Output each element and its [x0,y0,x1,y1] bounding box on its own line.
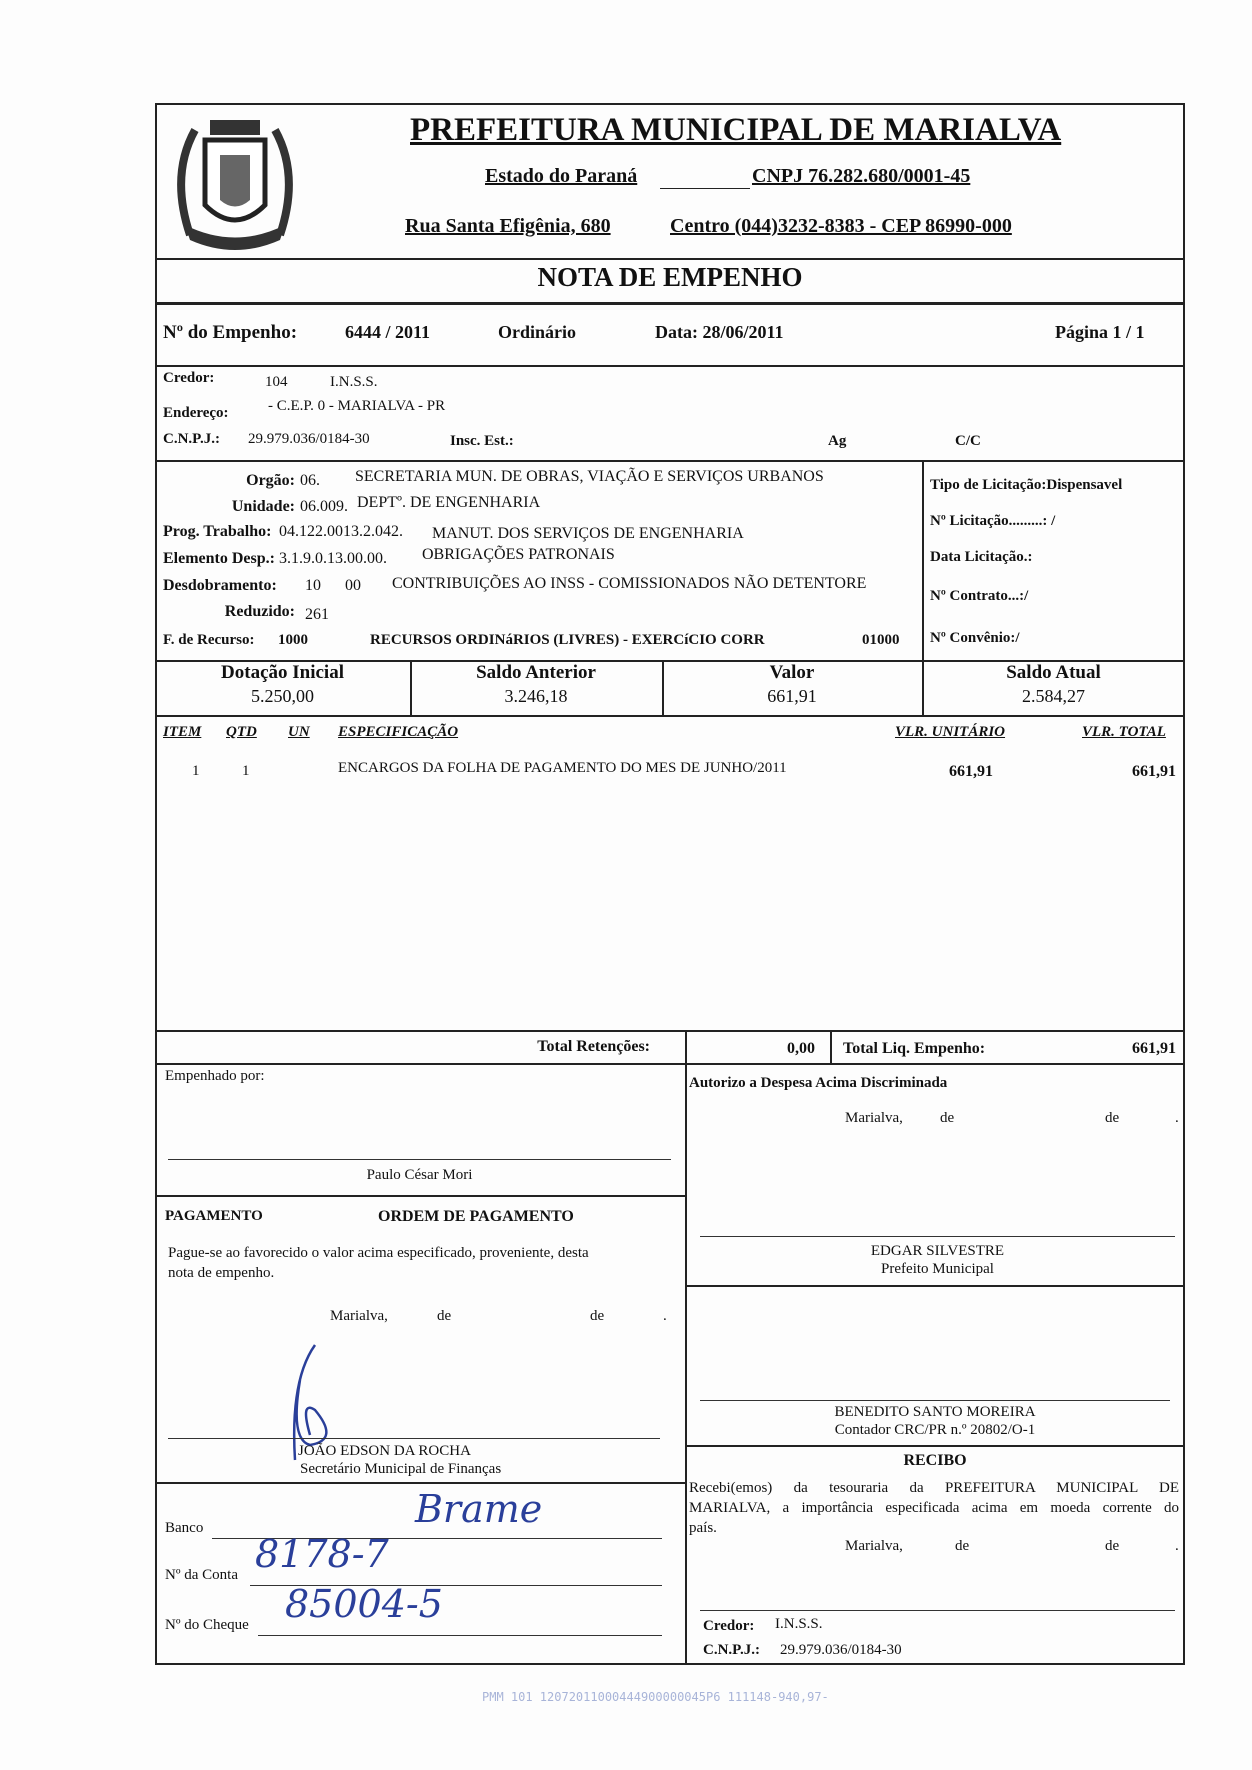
cnpj-value: 29.979.036/0184-30 [248,431,370,447]
unidade-value: DEPTº. DE ENGENHARIA [357,494,541,511]
secretario-title: Secretário Municipal de Finanças [300,1461,502,1477]
desd-code2: 00 [345,577,361,594]
banco-label: Banco [165,1520,204,1536]
prog-label: Prog. Trabalho: [163,523,272,540]
pagamento-dot: . [663,1308,667,1324]
recurso-code: 1000 [278,632,308,648]
desd-code1: 10 [305,577,321,594]
saldo-anterior-label: Saldo Anterior [476,662,596,683]
saldo-atual-value: 2.584,27 [1022,686,1085,706]
recibo-text3: país. [689,1520,717,1536]
row-qtd: 1 [242,763,250,779]
valor-value: 661,91 [767,686,817,706]
pagamento-text2: nota de empenho. [168,1265,275,1281]
cheque-label: Nº do Cheque [165,1617,249,1633]
recibo-title: RECIBO [903,1452,967,1469]
endereco-label: Endereço: [163,405,229,421]
autorizo-place: Marialva, [845,1110,903,1126]
row-total-value: 661,91 [1132,763,1176,780]
total-retencoes-label: Total Retenções: [537,1038,650,1055]
recurso-label: F. de Recurso: [163,632,255,648]
reduzido-value: 261 [305,606,329,623]
pagamento-label: PAGAMENTO [165,1208,263,1224]
recibo-text: Recebi(emos) da tesouraria da PREFEITURA MUNICIPAL DE [689,1480,1179,1496]
orgao-value: SECRETARIA MUN. DE OBRAS, VIAÇÃO E SERVIÇOS URBANOS [355,468,824,485]
row-unit-value: 661,91 [949,763,993,780]
pagamento-text: Pague-se ao favorecido o valor acima especificado, proveniente, desta [168,1245,589,1261]
total-liq-value: 661,91 [1132,1040,1176,1057]
empenho-number: 6444 / 2011 [345,322,431,342]
recibo-de1: de [955,1538,970,1554]
row-spec: ENCARGOS DA FOLHA DE PAGAMENTO DO MES DE JUNHO/2011 [338,760,787,776]
contador-name: BENEDITO SANTO MOREIRA [834,1404,1036,1420]
valor-label: Valor [769,662,815,683]
numero-licitacao: Nº Licitação.........: / [930,513,1056,529]
saldo-atual-label: Saldo Atual [1006,662,1101,683]
desd-label: Desdobramento: [163,577,277,594]
ordem-pagamento-label: ORDEM DE PAGAMENTO [378,1208,574,1225]
orgao-label: Orgão: [246,472,295,489]
pagamento-place: Marialva, [330,1308,388,1324]
recibo-de2: de [1105,1538,1120,1554]
orgao-code: 06. [300,472,320,489]
col-vlr-unitario: VLR. UNITÁRIO [895,724,1006,740]
tipo-licitacao: Tipo de Licitação:Dispensavel [930,477,1123,493]
row-item: 1 [192,763,200,779]
col-especificacao: ESPECIFICAÇÃO [338,724,459,740]
cc-label: C/C [955,433,981,449]
header-address: Rua Santa Efigênia, 680 [405,215,611,237]
prog-value: MANUT. DOS SERVIÇOS DE ENGENHARIA [432,525,744,542]
secretario-name: JOÃO EDSON DA ROCHA [298,1443,471,1459]
pagamento-de1: de [437,1308,452,1324]
dotacao-inicial-value: 5.250,00 [251,686,314,706]
unidade-label: Unidade: [231,498,295,515]
elem-code: 3.1.9.0.13.00.00. [279,550,387,567]
dotacao-inicial-label: Dotação Inicial [221,662,344,683]
empenho-date: Data: 28/06/2011 [655,322,784,342]
page-number: Página 1 / 1 [1055,322,1145,342]
recibo-text2: MARIALVA, a importância especificada acima em moeda corrente do [689,1500,1179,1516]
authentication-stamp: PMM 101 12072011000444900000045P6 111148-940,97- [482,1690,829,1704]
col-un: UN [288,724,310,740]
header-cnpj: CNPJ 76.282.680/0001-45 [752,165,971,187]
col-qtd: QTD [226,724,257,740]
municipal-seal-icon [160,105,310,255]
empenho-label: Nº do Empenho: [163,322,298,343]
prefeito-name: EDGAR SILVESTRE [870,1243,1005,1259]
autorizo-dot: . [1175,1110,1179,1126]
cnpj-label: C.N.P.J.: [163,431,220,447]
conta-label: Nº da Conta [165,1567,238,1583]
numero-convenio: Nº Convênio:/ [930,630,1020,646]
cheque-value: 85004-5 [285,1582,443,1626]
credor-name: I.N.S.S. [330,374,378,390]
banco-value: Brame [415,1487,543,1531]
empenhado-label: Empenhado por: [165,1068,265,1084]
autorizo-de1: de [940,1110,955,1126]
document-title: NOTA DE EMPENHO [537,262,803,292]
autorizo-de2: de [1105,1110,1120,1126]
col-item: ITEM [163,724,202,740]
recurso-value: RECURSOS ORDINáRIOS (LIVRES) - EXERCíCIO CORR [370,632,765,648]
ag-label: Ag [828,433,847,449]
credor-label: Credor: [163,370,215,386]
recibo-cnpj-label: C.N.P.J.: [703,1642,760,1658]
recurso-code2: 01000 [862,632,900,648]
credor-code: 104 [265,374,288,390]
reduzido-label: Reduzido: [224,603,295,620]
recibo-place: Marialva, [845,1538,903,1554]
contador-title: Contador CRC/PR n.º 20802/O-1 [834,1422,1036,1438]
pagamento-de2: de [590,1308,605,1324]
endereco-value: - C.E.P. 0 - MARIALVA - PR [268,398,446,414]
prefeito-title: Prefeito Municipal [881,1261,994,1277]
recibo-credor-value: I.N.S.S. [775,1616,823,1632]
recibo-dot: . [1175,1538,1179,1554]
header-state: Estado do Paraná [485,165,638,187]
recibo-credor-label: Credor: [703,1618,755,1634]
numero-contrato: Nº Contrato...:/ [930,588,1029,604]
empenho-type: Ordinário [498,322,577,342]
conta-value: 8178-7 [255,1532,389,1576]
data-licitacao: Data Licitação.: [930,549,1033,565]
total-retencoes-value: 0,00 [787,1040,815,1057]
elem-value: OBRIGAÇÕES PATRONAIS [422,546,615,563]
prog-code: 04.122.0013.2.042. [279,523,403,540]
saldo-anterior-value: 3.246,18 [504,686,568,706]
header-title: PREFEITURA MUNICIPAL DE MARIALVA [410,112,1062,148]
empenhado-name: Paulo César Mori [366,1167,473,1183]
col-vlr-total: VLR. TOTAL [1082,724,1166,740]
elem-label: Elemento Desp.: [163,550,275,567]
recibo-cnpj-value: 29.979.036/0184-30 [780,1642,902,1658]
autorizo-label: Autorizo a Despesa Acima Discriminada [689,1075,948,1091]
total-liq-label: Total Liq. Empenho: [843,1040,986,1057]
insc-label: Insc. Est.: [450,433,514,449]
unidade-code: 06.009. [300,498,348,515]
header-address2: Centro (044)3232-8383 - CEP 86990-000 [670,215,1012,237]
desd-value: CONTRIBUIÇÕES AO INSS - COMISSIONADOS NÃO DETENTORE [392,575,867,592]
